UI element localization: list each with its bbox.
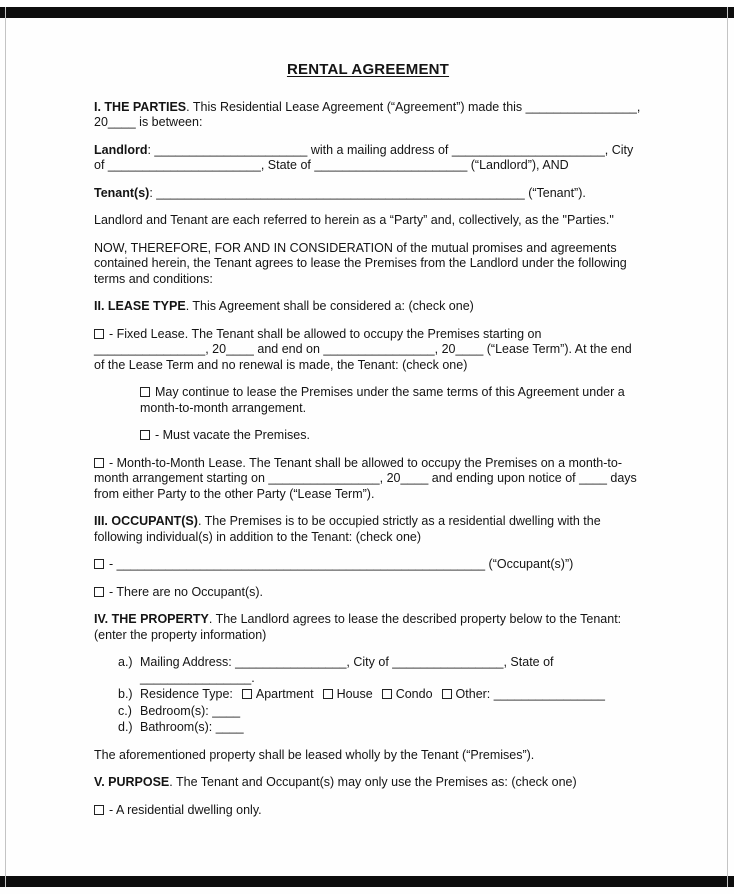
section-heading-property: IV. THE PROPERTY (94, 612, 209, 626)
scan-edge-top (0, 7, 734, 18)
continue-lease-text: May continue to lease the Premises under the same terms of this Agreement under a month-to-month arrangement. (140, 385, 625, 415)
document-title (94, 62, 642, 78)
tenant-label: Tenant(s) (94, 185, 150, 200)
para-landlord-text: : ______________________ with a mailing address of ______________________, City of ______________________, State of ______________________ (“Landlord”), AND (94, 142, 634, 172)
scan-edge-bottom (0, 876, 734, 887)
property-item-mailing-address (118, 655, 642, 686)
apartment-label: Apartment (255, 687, 314, 701)
property-item-a-text: Mailing Address: ________________, City of ________________, State of ________________. (140, 655, 554, 685)
month-to-month-checkbox[interactable] (94, 458, 104, 468)
para-tenant (94, 186, 642, 202)
para-party-reference: Landlord and Tenant are each referred to herein as a “Party” and, collectively, as the "Parties." (94, 213, 614, 227)
property-item-b-label: b.) (118, 687, 133, 701)
property-list (94, 655, 642, 736)
property-item-c-label: c.) (118, 703, 132, 718)
residential-dwelling-text: - A residential dwelling only. (109, 802, 262, 817)
para-parties-text: . This Residential Lease Agreement (“Agreement”) made this ________________, 20____ is between: (94, 99, 641, 129)
condo-label: Condo (395, 687, 433, 701)
house-label: House (336, 687, 373, 701)
para-consideration: NOW, THEREFORE, FOR AND IN CONSIDERATION of the mutual promises and agreements contained herein, the Tenant agrees to lease the Premises from the Landlord under the following terms and conditions: (94, 240, 627, 286)
residential-dwelling-checkbox[interactable] (94, 805, 104, 815)
fixed-lease-text: - Fixed Lease. The Tenant shall be allowed to occupy the Premises starting on ________________, 20____ and end on ________________, 20____ (“Lease Term”). At the end of the Lease Term and no renewal is made, the Tenant: (check one) (94, 326, 632, 372)
fixed-lease-option-continue (94, 385, 642, 416)
apartment-checkbox[interactable] (242, 689, 252, 699)
para-occupants (94, 514, 642, 545)
condo-checkbox[interactable] (382, 689, 392, 699)
section-heading-parties: I. THE PARTIES (94, 99, 187, 114)
continue-lease-checkbox[interactable] (140, 387, 150, 397)
residence-type-label: Residence Type: (140, 687, 233, 701)
para-landlord (94, 143, 642, 174)
month-to-month-text: - Month-to-Month Lease. The Tenant shall be allowed to occupy the Premises on a month-to-month arrangement starting on ________________, 20____ and ending upon notice of ____ days from either Party to the other Party (“Lease Term”). (94, 455, 637, 501)
other-label: Other: ________________ (455, 687, 605, 701)
para-occupants-text: . The Premises is to be occupied strictly as a residential dwelling with the following individual(s) in addition to the Tenant: (check one) (94, 514, 601, 544)
other-checkbox[interactable] (442, 689, 452, 699)
property-item-residence-type (118, 687, 642, 703)
occupant-none-text: - There are no Occupant(s). (109, 584, 264, 599)
no-occupants-checkbox[interactable] (94, 587, 104, 597)
property-item-d-text: Bathroom(s): ____ (140, 720, 244, 734)
house-checkbox[interactable] (323, 689, 333, 699)
property-item-b-text (140, 687, 642, 703)
occupant-blank-text: - _____________________________________________________ (“Occupant(s)”) (109, 557, 574, 571)
landlord-label: Landlord (94, 142, 148, 157)
para-parties (94, 100, 642, 131)
para-property-text: . The Landlord agrees to lease the described property below to the Tenant: (enter the property information) (94, 612, 622, 642)
document-content (94, 62, 642, 830)
occupant-none-option (94, 585, 642, 601)
section-heading-purpose: V. PURPOSE (94, 775, 170, 789)
property-item-a-label: a.) (118, 655, 133, 669)
para-property (94, 612, 642, 643)
para-lease-type-text: . This Agreement shall be considered a: (check one) (185, 299, 474, 313)
document-title-text: RENTAL AGREEMENT (286, 61, 450, 78)
para-tenant-text: : _____________________________________________________ (“Tenant”). (149, 185, 586, 200)
para-purpose-text: . The Tenant and Occupant(s) may only use the Premises as: (check one) (169, 775, 577, 789)
para-lease-type (94, 299, 642, 315)
property-item-bathrooms (118, 720, 642, 736)
para-purpose (94, 775, 642, 791)
section-heading-lease-type: II. LEASE TYPE (94, 299, 186, 313)
property-item-bedrooms (118, 704, 642, 720)
para-fixed-lease (94, 327, 642, 374)
occupant-blank-option (94, 557, 642, 573)
vacate-checkbox[interactable] (140, 430, 150, 440)
para-month-to-month (94, 456, 642, 503)
vacate-text: - Must vacate the Premises. (155, 428, 310, 442)
property-item-c-text: Bedroom(s): ____ (140, 703, 241, 718)
fixed-lease-checkbox[interactable] (94, 329, 104, 339)
purpose-option-residential (94, 803, 642, 819)
para-premises-note: The aforementioned property shall be leased wholly by the Tenant (“Premises”). (94, 747, 535, 762)
scan-edge-right (727, 7, 728, 887)
scan-edge-left (5, 7, 6, 887)
section-heading-occupants: III. OCCUPANT(S) (94, 514, 198, 528)
occupant-names-checkbox[interactable] (94, 559, 104, 569)
fixed-lease-option-vacate (94, 428, 642, 444)
property-item-d-label: d.) (118, 720, 133, 734)
